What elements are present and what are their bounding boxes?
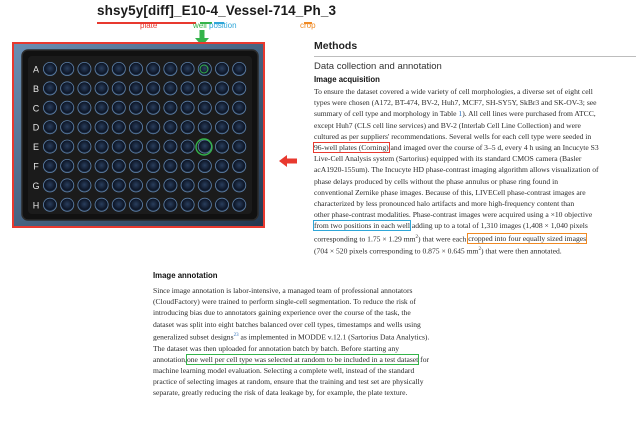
plate-well: [164, 62, 177, 75]
plate-well: [181, 140, 194, 153]
plate-well: [78, 159, 91, 172]
well-highlight-text: one well per cell type was selected at random to be included in a test dataset: [186, 354, 419, 364]
text-line: [314, 108, 636, 119]
plate-well: [233, 82, 246, 95]
filename-sep: _: [295, 3, 304, 18]
text-line: cultured as per suppliers' recommendations. Several wells for each cell type were seeded in: [314, 131, 592, 141]
image-annotation-section: [153, 268, 475, 399]
left-arrow-icon: [279, 155, 297, 167]
plate-well: [181, 82, 194, 95]
plate-well: [129, 179, 142, 192]
filename-sep: _: [173, 3, 182, 18]
plate-well: [61, 140, 74, 153]
plate-well: [78, 82, 91, 95]
plate-well: [95, 82, 108, 95]
plate-well: [112, 121, 125, 134]
text-line: The dataset was then uploaded for annotation batch by batch. Before starting any: [153, 343, 400, 353]
filename-ph-part: Ph: [303, 3, 321, 18]
data-collection-heading: Data collection and annotation: [314, 61, 442, 72]
divider: [314, 56, 636, 57]
plate-well: [147, 140, 160, 153]
plate-well: [164, 198, 177, 211]
plate-well: [164, 140, 177, 153]
filename-vessel-part: Vessel-714: [225, 3, 296, 18]
plate-well: [233, 101, 246, 114]
plate-well: [198, 101, 211, 114]
text-span: and imaged over the course of 3–5 d, every 4 h using an Incucyte S3: [388, 143, 599, 153]
image-filename: [97, 3, 336, 21]
plate-row-label: B: [32, 83, 40, 94]
filename-well-part: E10-4: [181, 3, 219, 18]
image-annotation-heading: Image annotation: [153, 271, 218, 280]
plate-well: [95, 179, 108, 192]
filename-crop-part: 3: [328, 3, 337, 18]
plate-well: [129, 159, 142, 172]
plate-well: [181, 159, 194, 172]
text-line: machine learning model evaluation. Selecting a complete well, instead of the standard: [153, 365, 415, 375]
plate-well: [78, 198, 91, 211]
plate-well: [43, 159, 56, 172]
plate-well: [61, 101, 74, 114]
text-line: (CloudFactory) were trained to perform single-cell segmentation. To reduce the risk of: [153, 297, 416, 307]
text-line: types were chosen (A172, BT-474, BV-2, Huh7, MCF7, SH-SY5Y, SkBr3 and SK-OV-3; see: [314, 98, 597, 108]
text-line: acA1920-155um). The Incucyte HD phase-contrast imaging algorithm allows visualization of: [314, 165, 599, 175]
crop-label: crop: [300, 21, 316, 30]
acquisition-paragraph: [314, 86, 636, 257]
plate-well: [112, 140, 125, 153]
plate-well: [43, 62, 56, 75]
text-span: ) that were then annotated.: [480, 246, 562, 256]
plate-row-label: G: [32, 180, 40, 191]
plate-well: [181, 121, 194, 134]
plate-row-label: E: [32, 142, 40, 153]
plate-well: [95, 62, 108, 75]
filename-plate-part: shsy5y[diff]: [97, 3, 174, 18]
plate-well: [61, 198, 74, 211]
text-line: conventional Zernike phase images. Because of this, LIVECell phase-contrast images are: [314, 187, 586, 197]
position-label: position: [209, 21, 237, 30]
plate-well: [112, 82, 125, 95]
plate-well: [43, 179, 56, 192]
plate-well: [95, 198, 108, 211]
plate-well: [43, 101, 56, 114]
plate-well: [95, 121, 108, 134]
plate-well: [164, 101, 177, 114]
plate-well: [198, 121, 211, 134]
plate-well: [95, 101, 108, 114]
plate-well: [129, 101, 142, 114]
text-span: summary of cell type and morphology in Table: [314, 109, 459, 119]
plate-well: [61, 159, 74, 172]
table-ref-link[interactable]: 1: [458, 109, 463, 119]
methods-heading: Methods: [314, 40, 358, 52]
plate-row-label: C: [32, 103, 40, 114]
plate-well: [43, 140, 56, 153]
plate-well: [147, 179, 160, 192]
crop-highlight-text: cropped into four equally sized images: [468, 234, 587, 244]
plate-well: [112, 101, 125, 114]
plate-label: plate: [140, 21, 158, 30]
well-label: well: [193, 21, 207, 30]
superscript: 2: [415, 234, 419, 240]
plate-well: [233, 140, 246, 153]
citation-link[interactable]: 23: [233, 332, 239, 338]
text-span: ) that were each: [418, 234, 469, 244]
plate-well: [78, 121, 91, 134]
text-span: adding up to a total of 1,310 images (1,408 × 1,040 pixels: [409, 221, 588, 231]
plate-well: [181, 101, 194, 114]
text-line: separate, greatly reducing the risk of data leakage by, for example, the plate texture.: [153, 388, 408, 398]
plate-well: [215, 140, 228, 153]
plate-well: [129, 198, 142, 211]
plate-well: [215, 62, 228, 75]
plate-well: [181, 198, 194, 211]
position-highlight-text: from two positions in each well: [314, 221, 410, 231]
plate-well: [147, 62, 160, 75]
plate-well: [198, 179, 211, 192]
plate-well: [233, 62, 246, 75]
text-span: annotation,: [153, 354, 187, 364]
plate-well: [215, 82, 228, 95]
superscript: 2: [478, 247, 481, 253]
plate-well: [129, 82, 142, 95]
plate-well: [61, 82, 74, 95]
text-span: (704 × 520 pixels corresponding to 0.875 × 0.645 mm: [314, 246, 479, 256]
text-line: [153, 330, 475, 343]
plate-well: [95, 140, 108, 153]
text-line: other phase-contrast modalities. Phase-contrast images were acquired using a ×10 objective: [314, 210, 593, 220]
plate-well: [164, 159, 177, 172]
text-span: corresponding to 1.75 × 1.29 mm: [314, 234, 416, 244]
plate-row-label: D: [32, 122, 40, 133]
plate-well: [61, 62, 74, 75]
plate-well: [147, 159, 160, 172]
text-line: [153, 354, 475, 365]
text-span: generalized subset designs: [153, 332, 234, 342]
plate-well: [215, 159, 228, 172]
plate-well: [43, 198, 56, 211]
plate-well: [112, 159, 125, 172]
text-span: ). All cell lines were purchased from ATCC,: [462, 109, 596, 119]
plate-well: [43, 121, 56, 134]
image-acquisition-heading: Image acquisition: [314, 75, 380, 84]
plate-well: [181, 62, 194, 75]
plate-highlight-text: 96-well plates (Corning): [314, 143, 389, 153]
text-line: Since image annotation is labor-intensive, a managed team of professional annotators: [153, 286, 413, 295]
plate-well: [147, 101, 160, 114]
methods-section: [314, 40, 636, 257]
annotation-paragraph: [153, 285, 475, 399]
plate-well: [129, 121, 142, 134]
plate-well: [112, 198, 125, 211]
text-line: except Huh7 (CLS cell line services) and BV-2 (Interlab Cell Line Collection) and were: [314, 120, 581, 130]
plate-well: [61, 179, 74, 192]
plate-well: [43, 82, 56, 95]
text-line: [314, 232, 636, 245]
plate-well: [78, 101, 91, 114]
plate-well: [147, 198, 160, 211]
plate-well: [78, 140, 91, 153]
plate-well: [164, 82, 177, 95]
filename-sep: _: [320, 3, 329, 18]
text-line: introducing bias due to annotators gaining experience over the course of the task, the: [153, 308, 411, 318]
plate-well: [95, 159, 108, 172]
text-line: characterized by less pronounced halo artifacts and more high-frequency content than: [314, 199, 575, 209]
plate-well: [112, 179, 125, 192]
plate-well: [215, 101, 228, 114]
text-line: [314, 244, 636, 257]
plate-well: [147, 121, 160, 134]
plate-well: [61, 121, 74, 134]
plate-well: [215, 179, 228, 192]
plate-well: [164, 121, 177, 134]
plate-well: [215, 121, 228, 134]
plate-well: [233, 121, 246, 134]
plate-well: [233, 159, 246, 172]
plate-well: [233, 179, 246, 192]
text-line: [314, 220, 636, 231]
plate-well: [198, 159, 211, 172]
plate-well: [129, 62, 142, 75]
text-line: dataset was split into eight batches balanced over cell types, timestamps and wells using: [153, 319, 421, 329]
plate-well: [164, 179, 177, 192]
text-line: practice of selecting images at random, ensure that the training and test set are physically: [153, 377, 424, 387]
well-plate-image: [14, 44, 263, 226]
plate-well: [147, 82, 160, 95]
filename-sep: _: [218, 3, 226, 18]
plate-well: [198, 198, 211, 211]
text-line: To ensure the dataset covered a wide variety of cell morphologies, a diverse set of eight cell: [314, 87, 593, 96]
plate-image-frame: [12, 42, 265, 228]
plate-well: [181, 179, 194, 192]
plate-well: [78, 62, 91, 75]
text-line: phase delays produced by cells without the phase annulus or phase ring found in: [314, 176, 558, 186]
text-span: for: [418, 354, 430, 364]
plate-well: [112, 62, 125, 75]
plate-well: [129, 140, 142, 153]
plate-well: [198, 82, 211, 95]
plate-row-label: A: [32, 64, 40, 75]
text-line: Live-Cell Analysis system (Sartorius) equipped with its standard CMOS camera (Basler: [314, 154, 582, 164]
text-line: [314, 142, 636, 153]
plate-row-label: F: [33, 161, 39, 172]
plate-row-label: H: [32, 200, 40, 211]
plate-well: [233, 198, 246, 211]
text-span: as implemented in MODDE v.12.1 (Sartorius Data Analytics).: [238, 332, 430, 342]
plate-well: [215, 198, 228, 211]
plate-well: [78, 179, 91, 192]
